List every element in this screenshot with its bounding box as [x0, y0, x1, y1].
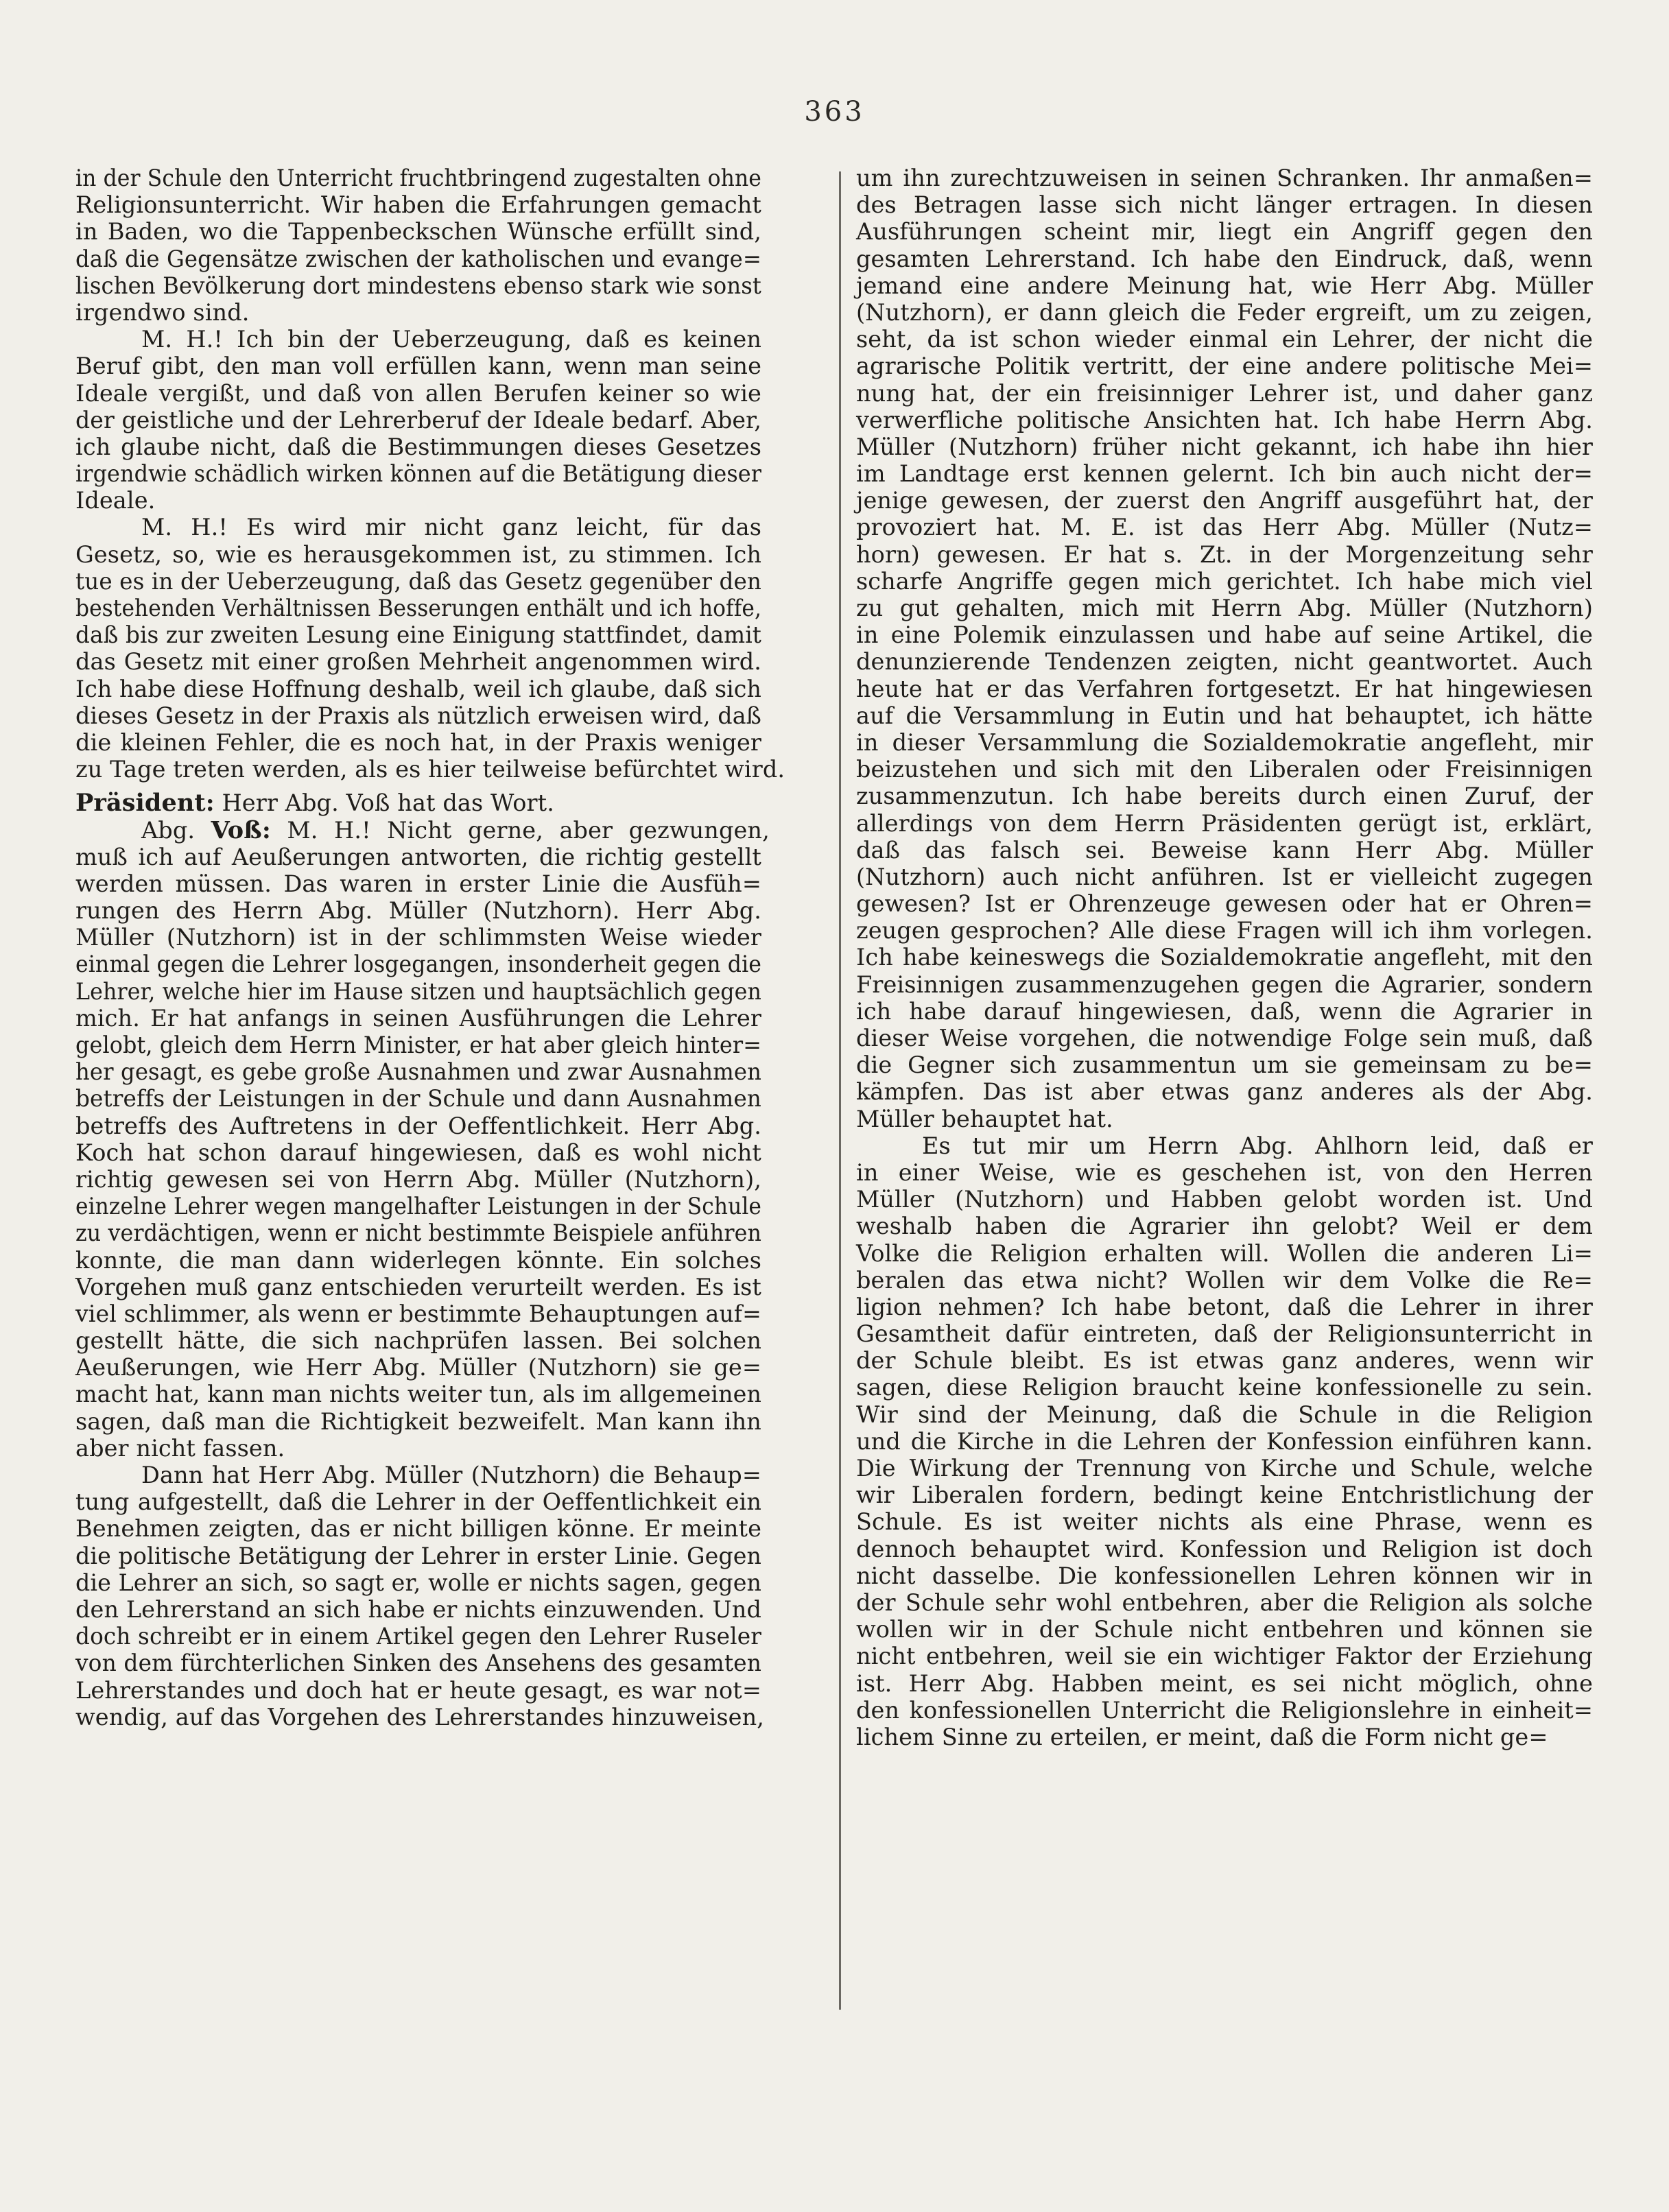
text-line: tung aufgestellt, daß die Lehrer in der Oeffentlichkeit ein	[75, 1488, 761, 1516]
text-line: gelobt, gleich dem Herrn Minister, er hat aber gleich hinter=	[75, 1032, 761, 1058]
text-line: in der Schule den Unterricht fruchtbringend zugestalten ohne	[75, 165, 761, 191]
text-line: Lehrer, welche hier im Hause sitzen und hauptsächlich gegen	[75, 977, 761, 1005]
text-line: Benehmen zeigten, das er nicht billigen könne. Er meinte	[75, 1515, 761, 1543]
text-line: kämpfen. Das ist aber etwas ganz anderes als der Abg.	[856, 1078, 1593, 1106]
text-line: Beruf gibt, den man voll erfüllen kann, wenn man seine	[75, 353, 761, 380]
text-line: sagen, diese Religion braucht keine konfessionelle zu sein.	[856, 1374, 1593, 1401]
text-line: in dieser Versammlung die Sozialdemokratie angefleht, mir	[856, 728, 1593, 756]
text-line: her gesagt, es gebe große Ausnahmen und zwar Ausnahmen	[75, 1058, 761, 1086]
text-line: weshalb haben die Agrarier ihn gelobt? Weil er dem	[856, 1213, 1593, 1240]
text-line: auf die Versammlung in Eutin und hat behauptet, ich hätte	[856, 702, 1593, 729]
text-line: Vorgehen muß ganz entschieden verurteilt werden. Es ist	[75, 1273, 761, 1300]
text-line: lichem Sinne zu erteilen, er meint, daß die Form nicht ge=	[856, 1723, 1548, 1750]
text-line: verwerfliche politische Ansichten hat. Ich habe Herrn Abg.	[856, 406, 1593, 433]
text-line: seht, da ist schon wieder einmal ein Lehrer, der nicht die	[856, 326, 1593, 353]
text-line: daß bis zur zweiten Lesung eine Einigung stattfindet, damit	[75, 621, 761, 649]
text-line: von dem fürchterlichen Sinken des Ansehens des gesamten	[75, 1650, 761, 1677]
text-line: Freisinnigen zusammenzugehen gegen die Agrarier, sondern	[856, 971, 1593, 998]
text-line: jenige gewesen, der zuerst den Angriff ausgeführt hat, der	[856, 487, 1593, 514]
text-line: Die Wirkung der Trennung von Kirche und Schule, welche	[856, 1455, 1593, 1482]
text-line: daß das falsch sei. Beweise kann Herr Abg. Müller	[856, 836, 1593, 864]
text-line: Ideale vergißt, und daß von allen Berufen keiner so wie	[75, 379, 761, 407]
text-line: Präsident: Herr Abg. Voß hat das Wort.	[75, 789, 554, 818]
speaker-name: Voß:	[211, 816, 271, 844]
text-line: der Schule sehr wohl entbehren, aber die Religion als solche	[856, 1589, 1593, 1616]
text-line: in eine Polemik einzulassen und habe auf seine Artikel, die	[856, 621, 1593, 649]
text-line: ich habe darauf hingewiesen, daß, wenn die Agrarier in	[856, 997, 1593, 1025]
text-line: doch schreibt er in einem Artikel gegen den Lehrer Ruseler	[75, 1623, 761, 1650]
left-column	[75, 165, 785, 1731]
text-line: (Nutzhorn) auch nicht anführen. Ist er vielleicht zugegen	[856, 863, 1593, 890]
text-line: Religionsunterricht. Wir haben die Erfahrungen gemacht	[75, 191, 761, 219]
text-line: betreffs des Auftretens in der Oeffentlichkeit. Herr Abg.	[75, 1112, 761, 1139]
text-line: Es tut mir um Herrn Abg. Ahlhorn leid, daß er	[922, 1132, 1593, 1159]
text-line: scharfe Angriffe gegen mich gerichtet. Ich habe mich viel	[856, 567, 1593, 595]
text-line: zeugen gesprochen? Alle diese Fragen will ich ihm vorlegen.	[856, 917, 1593, 944]
text-line: in Baden, wo die Tappenbeckschen Wünsche erfüllt sind,	[75, 218, 761, 246]
text-line: das Gesetz mit einer großen Mehrheit angenommen wird.	[75, 648, 761, 676]
text-line: Müller (Nutzhorn) früher nicht gekannt, ich habe ihn hier	[856, 433, 1593, 460]
text-line: die Lehrer an sich, so sagt er, wolle er nichts sagen, gegen	[75, 1569, 761, 1596]
text-line: viel schlimmer, als wenn er bestimmte Behauptungen auf=	[75, 1300, 761, 1327]
text-line: sagen, daß man die Richtigkeit bezweifelt. Man kann ihn	[75, 1407, 761, 1435]
text-line: der Schule bleibt. Es ist etwas ganz anderes, wenn wir	[856, 1347, 1593, 1375]
text-line: (Nutzhorn), er dann gleich die Feder ergreift, um zu zeigen,	[856, 298, 1593, 326]
text-line: den konfessionellen Unterricht die Religionslehre in einheit=	[856, 1696, 1593, 1724]
text-line: agrarische Politik vertritt, der eine andere politische Mei=	[856, 353, 1593, 380]
text-line: die kleinen Fehler, die es noch hat, in der Praxis weniger	[75, 728, 761, 756]
text-line: einmal gegen die Lehrer losgegangen, insonderheit gegen die	[75, 951, 761, 978]
text-line: M. H.! Ich bin der Ueberzeugung, daß es keinen	[141, 326, 761, 353]
text-line: nung hat, der ein freisinniger Lehrer ist, und daher ganz	[856, 379, 1593, 407]
text-line: irgendwie schädlich wirken können auf die Betätigung dieser	[75, 460, 761, 488]
text-line: allerdings von dem Herrn Präsidenten gerügt ist, erklärt,	[856, 809, 1593, 837]
text-line: horn) gewesen. Er hat s. Zt. in der Morgenzeitung sehr	[856, 540, 1593, 568]
text-line: die politische Betätigung der Lehrer in erster Linie. Gegen	[75, 1542, 761, 1569]
text-line: der geistliche und der Lehrerberuf der Ideale bedarf. Aber,	[75, 406, 761, 433]
text-line: gestellt hätte, die sich nachprüfen lassen. Bei solchen	[75, 1327, 761, 1355]
text-line: Müller (Nutzhorn) und Habben gelobt worden ist. Und	[856, 1186, 1593, 1213]
text-line: daß die Gegensätze zwischen der katholischen und evange=	[75, 245, 761, 272]
text-line: zusammenzutun. Ich habe bereits durch einen Zuruf, der	[856, 783, 1593, 810]
text-line: zu gut gehalten, mich mit Herrn Abg. Müller (Nutzhorn)	[856, 595, 1593, 621]
text-line: um ihn zurechtzuweisen in seinen Schranken. Ihr anmaßen=	[856, 165, 1593, 191]
text-line: ist. Herr Abg. Habben meint, es sei nicht möglich, ohne	[856, 1669, 1593, 1697]
text-line: Gesetz, so, wie es herausgekommen ist, zu stimmen. Ich	[75, 540, 761, 568]
text-line: macht hat, kann man nichts weiter tun, als im allgemeinen	[75, 1381, 761, 1408]
text-line: den Lehrerstand an sich habe er nichts einzuwenden. Und	[75, 1595, 761, 1623]
text-line: und die Kirche in die Lehren der Konfession einführen kann.	[856, 1427, 1593, 1455]
text-line: Dann hat Herr Abg. Müller (Nutzhorn) die Behaup=	[141, 1462, 761, 1488]
text-line: Volke die Religion erhalten will. Wollen die anderen Li=	[856, 1239, 1593, 1267]
right-column	[856, 165, 1593, 1750]
text-line: gewesen? Ist er Ohrenzeuge gewesen oder hat er Ohren=	[856, 890, 1593, 918]
text-line: nicht dasselbe. Die konfessionellen Lehren können wir in	[856, 1562, 1593, 1589]
text-line: des Betragen lasse sich nicht länger ertragen. In diesen	[856, 191, 1593, 219]
text-line: Wir sind der Meinung, daß die Schule in die Religion	[856, 1401, 1593, 1428]
text-line: muß ich auf Aeußerungen antworten, die richtig gestellt	[75, 843, 761, 870]
text-line: jemand eine andere Meinung hat, wie Herr Abg. Müller	[856, 272, 1593, 299]
text-line: Koch hat schon darauf hingewiesen, daß es wohl nicht	[75, 1139, 761, 1166]
text-line: Abg. Voß: M. H.! Nicht gerne, aber gezwungen,	[141, 816, 770, 844]
text-line: denunzierende Tendenzen zeigten, nicht geantwortet. Auch	[856, 648, 1593, 676]
text-line: tue es in der Ueberzeugung, daß das Gesetz gegenüber den	[75, 567, 761, 595]
text-line: dennoch behauptet wird. Konfession und Religion ist doch	[856, 1535, 1593, 1562]
text-line: beralen das etwa nicht? Wollen wir dem Volke die Re=	[856, 1266, 1593, 1294]
text-line: wendig, auf das Vorgehen des Lehrerstandes hinzuweisen,	[75, 1703, 764, 1731]
text-line: Schule. Es ist weiter nichts als eine Phrase, wenn es	[856, 1508, 1593, 1536]
text-line: wir Liberalen fordern, bedingt keine Entchristlichung der	[856, 1482, 1593, 1509]
text-line: Müller (Nutzhorn) ist in der schlimmsten Weise wieder	[75, 924, 761, 951]
text-line: lischen Bevölkerung dort mindestens ebenso stark wie sonst	[75, 272, 761, 299]
text-line: ich glaube nicht, daß die Bestimmungen dieses Gesetzes	[75, 433, 761, 460]
speaker-name: Präsident:	[75, 789, 215, 818]
text-line: im Landtage erst kennen gelernt. Ich bin auch nicht der=	[856, 460, 1593, 488]
text-line: beizustehen und sich mit den Liberalen oder Freisinnigen	[856, 756, 1593, 783]
text-line: in einer Weise, wie es geschehen ist, von den Herren	[856, 1158, 1593, 1186]
text-line: provoziert hat. M. E. ist das Herr Abg. Müller (Nutz=	[856, 514, 1593, 541]
text-line: werden müssen. Das waren in erster Linie die Ausfüh=	[75, 870, 761, 897]
text-line: mich. Er hat anfangs in seinen Ausführungen die Lehrer	[75, 1004, 761, 1032]
text-line: irgendwo sind.	[75, 298, 250, 326]
text-line: zu verdächtigen, wenn er nicht bestimmte Beispiele anführen	[75, 1220, 761, 1247]
text-line: heute hat er das Verfahren fortgesetzt. Er hat hingewiesen	[856, 675, 1593, 702]
text-line: Ausführungen scheint mir, liegt ein Angriff gegen den	[856, 218, 1593, 246]
text-line: betreffs der Leistungen in der Schule und dann Ausnahmen	[75, 1085, 761, 1113]
text-line: Ideale.	[75, 487, 156, 514]
text-line: dieses Gesetz in der Praxis als nützlich erweisen wird, daß	[75, 702, 761, 729]
text-line: die Gegner sich zusammentun um sie gemeinsam zu be=	[856, 1051, 1593, 1079]
text-line: Ich habe keineswegs die Sozialdemokratie angefleht, mit den	[856, 944, 1593, 971]
text-line: Ich habe diese Hoffnung deshalb, weil ich glaube, daß sich	[75, 675, 761, 702]
text-line: Lehrerstandes und doch hat er heute gesagt, es war not=	[75, 1676, 761, 1704]
text-line: M. H.! Es wird mir nicht ganz leicht, für das	[141, 514, 761, 541]
text-line: rungen des Herrn Abg. Müller (Nutzhorn). Herr Abg.	[75, 897, 761, 925]
text-line: konnte, die man dann widerlegen könnte. Ein solches	[75, 1246, 761, 1274]
text-line: aber nicht fassen.	[75, 1434, 285, 1462]
text-line: nicht entbehren, weil sie ein wichtiger Faktor der Erziehung	[856, 1643, 1593, 1670]
text-line: Aeußerungen, wie Herr Abg. Müller (Nutzhorn) sie ge=	[75, 1354, 761, 1381]
page-number: 363	[804, 96, 865, 128]
text-line: richtig gewesen sei von Herrn Abg. Müller (Nutzhorn),	[75, 1165, 761, 1193]
text-line: bestehenden Verhältnissen Besserungen enthält und ich hoffe,	[75, 595, 761, 621]
text-line: gesamten Lehrerstand. Ich habe den Eindruck, daß, wenn	[856, 245, 1593, 272]
text-line: Gesamtheit dafür eintreten, daß der Religionsunterricht in	[856, 1320, 1593, 1348]
text-line: einzelne Lehrer wegen mangelhafter Leistungen in der Schule	[75, 1193, 761, 1220]
text-line: Müller behauptet hat.	[856, 1105, 1113, 1132]
text-line: dieser Weise vorgehen, die notwendige Folge sein muß, daß	[856, 1025, 1593, 1051]
text-line: wollen wir in der Schule nicht entbehren und können sie	[856, 1616, 1593, 1643]
column-divider	[839, 171, 841, 2010]
text-line: zu Tage treten werden, als es hier teilweise befürchtet wird.	[75, 756, 785, 783]
text-line: ligion nehmen? Ich habe betont, daß die Lehrer in ihrer	[856, 1293, 1593, 1320]
